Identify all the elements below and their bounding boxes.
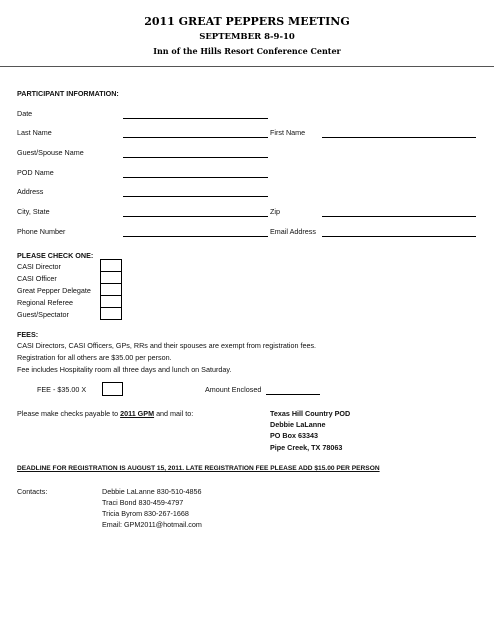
contact-item: Traci Bond 830-459-4797 bbox=[102, 498, 184, 507]
payee-name: 2011 GPM bbox=[120, 409, 155, 418]
form-title: 2011 GREAT PEPPERS MEETING bbox=[144, 15, 350, 28]
pod-name-label: POD Name bbox=[17, 168, 54, 177]
fees-rate-note: Registration for all others are $35.00 per person. bbox=[17, 353, 172, 362]
meeting-dates: SEPTEMBER 8-9-10 bbox=[199, 32, 295, 42]
first-name-field[interactable] bbox=[322, 137, 476, 138]
amount-enclosed-field[interactable] bbox=[266, 394, 320, 395]
fees-includes-note: Fee includes Hospitality room all three days and lunch on Saturday. bbox=[17, 365, 232, 374]
date-field[interactable] bbox=[123, 118, 268, 119]
city-state-label: City, State bbox=[17, 207, 50, 216]
meeting-venue: Inn of the Hills Resort Conference Center bbox=[153, 46, 341, 56]
guest-name-field[interactable] bbox=[123, 157, 268, 158]
pod-name-field[interactable] bbox=[123, 177, 268, 178]
mailing-address-line: Debbie LaLanne bbox=[270, 420, 326, 429]
option-label: Guest/Spectator bbox=[17, 310, 69, 319]
amount-enclosed-label: Amount Enclosed bbox=[205, 385, 262, 394]
date-label: Date bbox=[17, 109, 33, 118]
contact-item: Tricia Byrom 830-267-1668 bbox=[102, 509, 189, 518]
email-label: Email Address bbox=[270, 227, 316, 236]
zip-label: Zip bbox=[270, 207, 280, 216]
last-name-label: Last Name bbox=[17, 128, 52, 137]
email-field[interactable] bbox=[322, 236, 476, 237]
mailing-address-line: PO Box 63343 bbox=[270, 431, 318, 440]
payment-instructions bbox=[17, 409, 193, 418]
option-label: Great Pepper Delegate bbox=[17, 286, 91, 295]
fees-heading: FEES: bbox=[17, 330, 39, 339]
deadline-notice: DEADLINE FOR REGISTRATION IS AUGUST 15, 2011. LATE REGISTRATION FEE PLEASE ADD $15.00 PER PERSON bbox=[17, 465, 380, 472]
phone-label: Phone Number bbox=[17, 227, 66, 236]
option-label: CASI Director bbox=[17, 262, 61, 271]
phone-field[interactable] bbox=[123, 236, 268, 237]
fees-exempt-note: CASI Directors, CASI Officers, GPs, RRs and their spouses are exempt from registration fees. bbox=[17, 341, 317, 350]
contacts-label: Contacts: bbox=[17, 487, 48, 496]
contact-email: Email: GPM2011@hotmail.com bbox=[102, 520, 202, 529]
header-divider bbox=[0, 66, 494, 67]
fee-quantity-box[interactable] bbox=[102, 382, 123, 396]
option-checkbox[interactable] bbox=[100, 307, 122, 320]
guest-name-label: Guest/Spouse Name bbox=[17, 148, 84, 157]
city-state-field[interactable] bbox=[123, 216, 268, 217]
zip-field[interactable] bbox=[322, 216, 476, 217]
address-label: Address bbox=[17, 187, 44, 196]
mailing-address-line: Texas Hill Country POD bbox=[270, 409, 351, 418]
participant-heading: PARTICIPANT INFORMATION: bbox=[17, 89, 119, 98]
fee-label: FEE - $35.00 X bbox=[37, 385, 87, 394]
option-label: CASI Officer bbox=[17, 274, 57, 283]
address-field[interactable] bbox=[123, 196, 268, 197]
mailing-address-line: Pipe Creek, TX 78063 bbox=[270, 443, 343, 452]
last-name-field[interactable] bbox=[123, 137, 268, 138]
payment-text: Please make checks payable to bbox=[17, 409, 119, 418]
contact-item: Debbie LaLanne 830-510-4856 bbox=[102, 487, 202, 496]
check-one-heading: PLEASE CHECK ONE: bbox=[17, 251, 94, 260]
first-name-label: First Name bbox=[270, 128, 306, 137]
payment-text-2: and mail to: bbox=[156, 409, 194, 418]
option-label: Regional Referee bbox=[17, 298, 73, 307]
